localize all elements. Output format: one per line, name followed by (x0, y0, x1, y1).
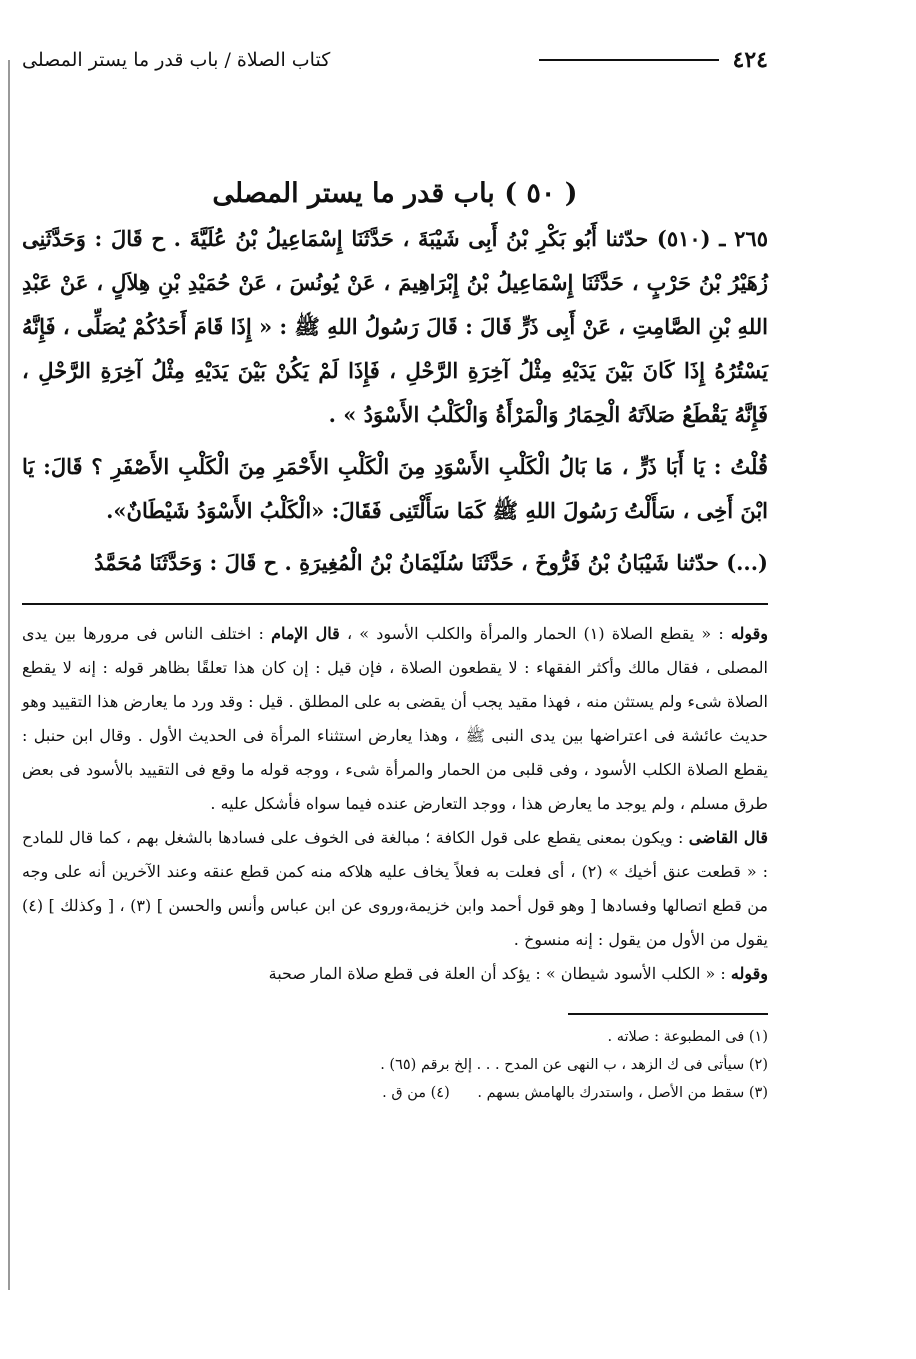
running-title: كتاب الصلاة / باب قدر ما يستر المصلى (22, 49, 331, 71)
commentary-text: : ويكون بمعنى يقطع على قول الكافة ؛ مبالغة فى الخوف على فسادها بالشغل بهم ، كما قال للمادح : « قطعت عنق أخيك » (٢) ، أى فعلت به فعلاً يخاف عليه هلاكه منه كمن قطع عنقه وعند الآخرين أنه على وجه من قطع اتصالها وفسادها [ وهو قول أحمد وابن خزيمة،وروى عن ابن عباس وأنس والحسن ] (٣) ، [ وكذلك ] (٤) يقول من الأول من يقول : إنه منسوخ . (22, 828, 768, 949)
commentary-text: : اختلف الناس فى مرورها بين يدى المصلى ، فقال مالك وأكثر الفقهاء : لا يقطعون الصلاة ، فإن قيل : إن كان هذا تعلقًا بظاهر قوله : إنه لا يقطع الصلاة شىء ولم يستثن منه ، فهذا مقيد يجب أن يقضى به على المطلق . قيل : وقد ورد ما يعارض هذا التقييد وهو حديث عائشة فى اعتراضها بين يدى النبى ﷺ ، وهذا يعارض استثناء المرأة فى الحديث الأول . وقال ابن حنبل : يقطع الصلاة الكلب الأسود ، وفى قلبى من الحمار والمرأة شىء ، ووجه قوله ما وقع فى التقييد بالأسود فى بعض طرق مسلم ، ولم يوجد ما يعارض هذا ، ووجد التعارض عنده فيما سواه فأشكل عليه . (22, 624, 768, 813)
footnote: (٢) سيأتى فى ك الزهد ، ب النهى عن المدح . . . إلخ برقم (٦٥) . (380, 1056, 768, 1073)
commentary-lead: قال الإمام (271, 624, 340, 643)
commentary-lead: قال القاضى (688, 828, 769, 847)
commentary-text: : « يقطع الصلاة (١) الحمار والمرأة والكلب الأسود » ، (339, 624, 731, 643)
hadith-paragraph: (...) حدّثنا شَيْبَانُ بْنُ فَرُّوخَ ، حَدَّثَنَا سُلَيْمَانُ بْنُ الْمُغِيرَةِ . ح قَالَ : وَحَدَّثَنَا مُحَمَّدُ (94, 550, 768, 575)
chapter-title: ( ٥٠ ) باب قدر ما يستر المصلى (212, 178, 578, 209)
hadith-paragraph: ٢٦٥ ـ (٥١٠) حدّثنا أَبُو بَكْرِ بْنُ أَبِى شَيْبَةَ ، حَدَّثَنَا إِسْمَاعِيلُ بْنُ عُلَيَّةَ . ح قَالَ : وَحَدَّثَنِى زُهَيْرُ بْنُ حَرْبٍ ، حَدَّثَنَا إِسْمَاعِيلُ بْنُ إِبْرَاهِيمَ ، عَنْ يُونُسَ ، عَنْ حُمَيْدِ بْنِ هِلاَلٍ ، عَنْ عَبْدِ اللهِ بْنِ الصَّامِتِ ، عَنْ أَبِى ذَرٍّ قَالَ : قَالَ رَسُولُ اللهِ ﷺ : « إِذَا قَامَ أَحَدُكُمْ يُصَلِّى ، فَإِنَّهُ يَسْتُرُهُ إِذَا كَانَ بَيْنَ يَدَيْهِ مِثْلُ آخِرَةِ الرَّحْلِ ، فَإِذَا لَمْ يَكُنْ بَيْنَ يَدَيْهِ مِثْلُ آخِرَةِ الرَّحْلِ ، فَإِنَّهُ يَقْطَعُ صَلاَتَهُ الْحِمَارُ وَالْمَرْأَةُ وَالْكَلْبُ الأَسْوَدُ » . (22, 226, 768, 427)
commentary-text: : « الكلب الأسود شيطان » : يؤكد أن العلة فى قطع صلاة المار صحبة (268, 964, 731, 983)
footnote: (٣) سقط من الأصل ، واستدرك بالهامش بسهم . (٤) من ق . (382, 1084, 768, 1101)
commentary (22, 617, 768, 991)
page-number: ٤٢٤ (732, 47, 768, 73)
running-header (22, 40, 768, 80)
book-page (22, 40, 768, 1107)
scan-margin-edge (8, 60, 10, 1290)
footnote: (١) فى المطبوعة : صلاته . (607, 1028, 768, 1045)
footnote-rule (568, 1013, 768, 1015)
header-rule (539, 59, 719, 61)
hadith-paragraph: قُلْتُ : يَا أَبَا ذَرٍّ ، مَا بَالُ الْكَلْبِ الأَسْوَدِ مِنَ الْكَلْبِ الأَحْمَرِ مِنَ الْكَلْبِ الأَصْفَرِ ؟ قَالَ: يَا ابْنَ أَخِى ، سَأَلْتُ رَسُولَ اللهِ ﷺ كَمَا سَأَلْتَنِى فَقَالَ: «الْكَلْبُ الأَسْوَدُ شَيْطَانٌ». (22, 454, 768, 523)
commentary-paragraph (22, 957, 768, 991)
commentary-paragraph (22, 617, 768, 821)
commentary-lead: وقوله (730, 624, 769, 643)
commentary-lead: وقوله (730, 964, 768, 983)
footnotes (22, 1023, 768, 1107)
section-divider (22, 603, 768, 605)
commentary-paragraph (22, 821, 768, 957)
hadith-text (22, 217, 768, 585)
